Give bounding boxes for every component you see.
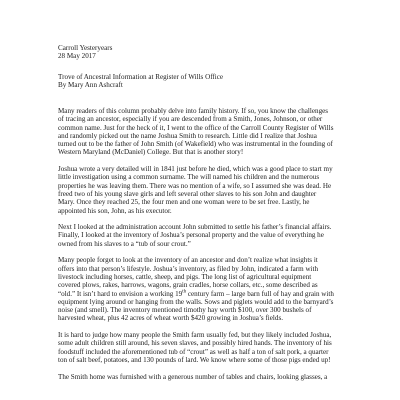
text-line: appointed his son, John, as his executor. — [58, 206, 172, 215]
text-line: Western Maryland (McDaniel) College. But that is another story! — [58, 148, 244, 157]
article-body — [58, 107, 352, 389]
text-line: freed two of his young slave girls and left several other slaves to his son John and daughter — [58, 189, 317, 198]
paragraph — [58, 223, 352, 248]
text-line: It is hard to judge how many people the Smith farm usually fed, but they likely included Joshua, — [58, 331, 332, 340]
text-line: Finally, I looked at the inventory of Joshua’s personal property and the value of everything he — [58, 231, 324, 240]
text-line: harvested wheat, plus 42 acres of wheat worth $420 growing in Joshua’s fields. — [58, 314, 283, 323]
text-line: little investigation using a common surname. The will named his children and the numerous — [58, 173, 320, 182]
text-line: ton of salt beef, potatoes, and 130 pounds of lard. We know where some of those pigs ended up! — [58, 355, 331, 364]
text-line: equipment lying around or hanging from the walls. Sows and piglets would add to the barnyard’s — [58, 297, 334, 306]
text-line: common name. Just for the heck of it, I went to the office of the Carroll County Register of Wills — [58, 123, 334, 132]
article-heading — [58, 73, 378, 90]
text-line: foodstuff included the aforementioned tub of “crout” as well as half a ton of salt pork, a quarter — [58, 347, 329, 356]
paragraph — [58, 331, 352, 364]
publication-date: 28 May 2017 — [58, 52, 96, 61]
text-line-with-superscript — [58, 290, 352, 298]
superscript: th — [182, 289, 187, 295]
text-line: properties he was leaving them. There was no mention of a wife, so I assumed she was dead. He — [58, 181, 332, 190]
text-line: turned out to be the father of John Smith (of Wakefield) who was instrumental in the founding of — [58, 140, 333, 149]
paragraph — [58, 373, 352, 381]
text-line: Mary. Once they reached 25, the four men and one woman were to be set free. Lastly, he — [58, 198, 310, 207]
paragraph — [58, 256, 352, 322]
paragraph — [58, 165, 352, 215]
column-header — [58, 44, 378, 61]
article-title: Trove of Ancestral Information at Register of Wills Office — [58, 73, 224, 81]
article-byline: By Mary Ann Ashcraft — [58, 81, 123, 90]
text-line: of tracing an ancestor, especially if you are descended from a Smith, Jones, Johnson, or other — [58, 115, 323, 124]
text-line: and randomly picked out the name Joshua Smith to research. Little did I realize that Joshua — [58, 131, 317, 140]
text-line: covered plows, rakes, harrows, wagons, grain cradles, horse collars, etc., some described as — [58, 281, 318, 290]
text-line: Many readers of this column probably delve into family history. If so, you know the challenges — [58, 107, 329, 115]
text-fragment: century farm – large barn full of hay and grain with — [187, 289, 334, 298]
text-line: some adult children still around, his seven slaves, and possibly hired hands. The inventory of his — [58, 339, 332, 348]
text-line: owned from his slaves to a “tub of sour crout.” — [58, 239, 191, 248]
text-line: offers into that person’s lifestyle. Joshua’s inventory, as filed by John, indicated a farm with — [58, 264, 319, 273]
text-line: noise (and smell). The inventory mentioned timothy hay worth $100, over 300 bushels of — [58, 306, 312, 315]
text-line: Joshua wrote a very detailed will in 1841 just before he died, which was a good place to start my — [58, 165, 333, 174]
text-fragment: “old.” It isn’t hard to envision a working 19 — [58, 289, 183, 298]
publication-name: Carroll Yesteryears — [58, 44, 113, 52]
paragraph — [58, 107, 352, 157]
text-line: The Smith home was furnished with a generous number of tables and chairs, looking glasses, a — [58, 372, 328, 381]
text-line: Next I looked at the administration account John submitted to settle his father’s financial affairs. — [58, 223, 332, 232]
text-line: livestock including horses, cattle, sheep, and pigs. The long list of agricultural equipment — [58, 272, 312, 281]
text-line: Many people forget to look at the inventory of an ancestor and don’t realize what insights it — [58, 256, 318, 265]
